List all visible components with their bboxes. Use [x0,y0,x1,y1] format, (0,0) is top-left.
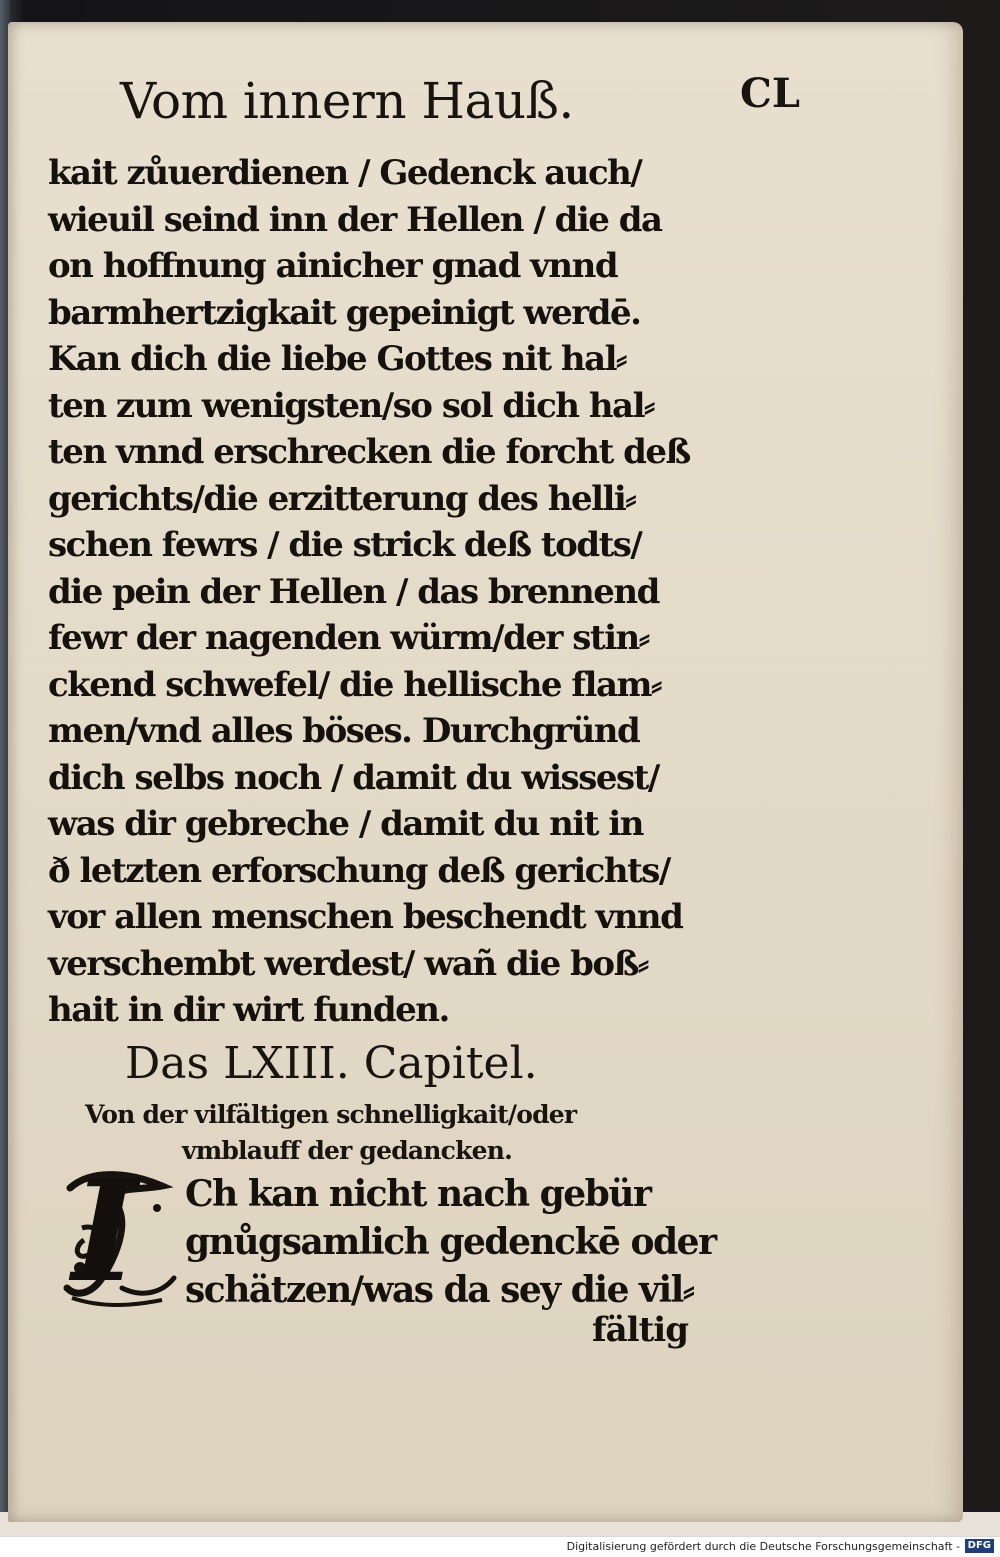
text-line: schen fewrs / die strick deß todts/ [48,525,642,565]
dfg-logo: DFG [965,1539,994,1553]
text-line: fewr der nagenden würm/der stin⸗ [48,618,649,658]
chapter-incipit [185,1170,716,1314]
text-line: Kan dich die liebe Gottes nit hal⸗ [48,339,626,379]
text-line: was dir gebreche / damit du nit in [48,804,643,844]
text-line: hait in dir wirt funden. [48,990,449,1030]
decorated-initial [62,1150,182,1314]
text-line: gnůgsamlich gedenckē oder [185,1221,716,1263]
chapter-subtitle-line: Von der vilfältigen schnelligkait/oder [85,1100,577,1129]
initial-letter: I [72,1150,138,1314]
text-line: ten zum wenigsten/so sol dich hal⸗ [48,385,654,426]
text-line: ten vnnd erschrecken die forcht deß [48,432,690,472]
text-line: gerichts/die erzitterung des helli⸗ [48,478,636,519]
text-line: vor allen menschen beschendt vnnd [48,897,683,937]
digitization-footer [0,1536,1000,1557]
text-line: kait zůuerdienen / Gedenck auch/ [48,153,642,193]
text-line: men/vnd alles böses. Durchgründ [48,711,640,751]
text-line: dich selbs noch / damit du wissest/ [48,757,659,798]
funding-credit: Digitalisierung gefördert durch die Deutsche Forschungsgemeinschaft - [566,1540,960,1553]
text-line: schätzen/was da sey die vil⸗ [185,1269,694,1311]
chapter-heading: Das LXIII. Capitel. [125,1038,538,1089]
catchword: fältig [592,1310,688,1350]
folio-number: CL [740,70,800,117]
body-text-block [48,150,698,1034]
text-line: die pein der Hellen / das brennend [48,571,659,612]
text-line: barmhertzigkait gepeinigt werdē. [48,292,641,333]
text-line: Ch kan nicht nach gebür [185,1173,651,1215]
text-line: wieuil seind inn der Hellen / die da [48,199,662,240]
text-line: ð letzten erforschung deß gerichts/ [48,850,670,891]
text-line: ckend schwefel/ die hellische flam⸗ [48,664,661,705]
text-line: verschembt werdest/ wañ die boß⸗ [48,943,648,984]
text-line: on hoffnung ainicher gnad vnnd [48,246,618,286]
chapter-subtitle-line: vmblauff der gedancken. [182,1136,512,1165]
running-head: Vom innern Hauß. [120,72,574,130]
